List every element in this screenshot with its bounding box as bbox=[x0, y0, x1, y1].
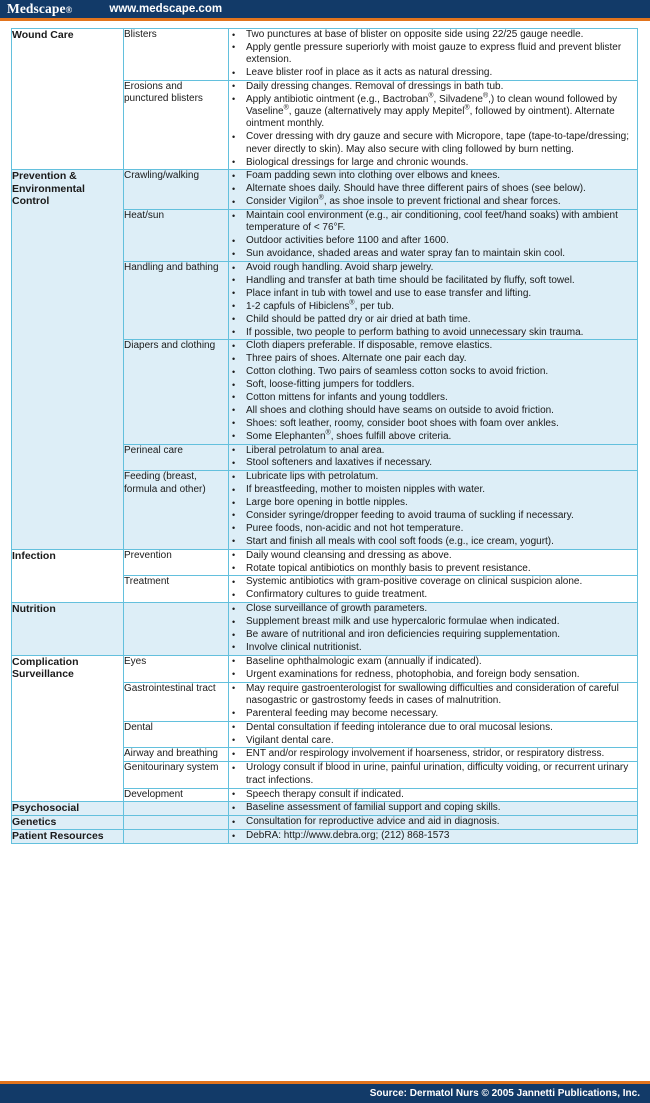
bullet-item: • Cloth diapers preferable. If disposable, remove elastics. bbox=[229, 340, 637, 352]
bullet-list bbox=[229, 29, 637, 79]
subcategory-cell: Handling and bathing bbox=[124, 262, 229, 340]
bullet-item: • If breastfeeding, mother to moisten nipples with water. bbox=[229, 484, 637, 496]
table-row bbox=[12, 29, 638, 81]
medscape-logo bbox=[0, 1, 72, 17]
bullet-item: • All shoes and clothing should have seams on outside to avoid friction. bbox=[229, 405, 637, 417]
bullet-list bbox=[229, 445, 637, 470]
bullet-list bbox=[229, 802, 637, 814]
bullet-item: • Some Elephanten®, shoes fulfill above criteria. bbox=[229, 431, 637, 443]
recommendations-cell bbox=[229, 788, 638, 802]
bullet-list bbox=[229, 550, 637, 575]
category-cell: Wound Care bbox=[12, 29, 124, 170]
bullet-item: • Parenteral feeding may become necessary. bbox=[229, 708, 637, 720]
bullet-item: • Systemic antibiotics with gram-positive coverage on clinical suspicion alone. bbox=[229, 576, 637, 588]
bullet-item: • Shoes: soft leather, roomy, consider boot shoes with foam over ankles. bbox=[229, 418, 637, 430]
subcategory-cell: Dental bbox=[124, 721, 229, 748]
brand-name: Medscape bbox=[7, 1, 66, 16]
bullet-item: • Apply antibiotic ointment (e.g., Bactroban®, Silvadene®,) to clean wound followed by Vaseline®, gauze (alternatively may apply Mepitel®, followed by ointment). Alternate ointment monthly. bbox=[229, 94, 637, 131]
bullet-item: • If possible, two people to perform bathing to avoid unnecessary skin trauma. bbox=[229, 327, 637, 339]
subcategory-cell: Airway and breathing bbox=[124, 748, 229, 762]
bullet-item: • Urology consult if blood in urine, painful urination, difficulty voiding, or recurrent urinary tract infections. bbox=[229, 762, 637, 787]
bullet-item: • Outdoor activities before 1100 and after 1600. bbox=[229, 235, 637, 247]
page-footer bbox=[0, 1081, 650, 1103]
recommendations-cell bbox=[229, 721, 638, 748]
subcategory-cell bbox=[124, 802, 229, 816]
subcategory-cell bbox=[124, 816, 229, 830]
recommendations-cell bbox=[229, 816, 638, 830]
recommendations-cell bbox=[229, 576, 638, 603]
recommendations-cell bbox=[229, 802, 638, 816]
category-cell: Patient Resources bbox=[12, 830, 124, 844]
table-row bbox=[12, 655, 638, 682]
category-cell: Complication Surveillance bbox=[12, 655, 124, 802]
recommendations-cell bbox=[229, 762, 638, 788]
bullet-item: • ENT and/or respirology involvement if hoarseness, stridor, or respiratory distress. bbox=[229, 748, 637, 760]
bullet-item: • Biological dressings for large and chronic wounds. bbox=[229, 157, 637, 169]
subcategory-cell: Heat/sun bbox=[124, 210, 229, 262]
category-cell: Infection bbox=[12, 549, 124, 603]
bullet-item: • Handling and transfer at bath time should be facilitated by fluffy, soft towel. bbox=[229, 275, 637, 287]
bullet-item: • Foam padding sewn into clothing over elbows and knees. bbox=[229, 170, 637, 182]
bullet-item: • Involve clinical nutritionist. bbox=[229, 642, 637, 654]
bullet-list bbox=[229, 816, 637, 828]
bullet-item: • Speech therapy consult if indicated. bbox=[229, 789, 637, 801]
bullet-item: • Apply gentle pressure superiorly with moist gauze to express fluid and prevent blister extension. bbox=[229, 42, 637, 67]
recommendations-cell bbox=[229, 682, 638, 721]
subcategory-cell: Crawling/walking bbox=[124, 170, 229, 210]
category-cell: Genetics bbox=[12, 816, 124, 830]
subcategory-cell: Eyes bbox=[124, 655, 229, 682]
bullet-item: • Avoid rough handling. Avoid sharp jewelry. bbox=[229, 262, 637, 274]
table-row bbox=[12, 802, 638, 816]
category-cell: Psychosocial bbox=[12, 802, 124, 816]
bullet-list bbox=[229, 762, 637, 787]
subcategory-cell: Perineal care bbox=[124, 444, 229, 471]
subcategory-cell bbox=[124, 603, 229, 656]
category-cell: Prevention & Environmental Control bbox=[12, 170, 124, 549]
bullet-list bbox=[229, 603, 637, 654]
bullet-item: • Baseline ophthalmologic exam (annually if indicated). bbox=[229, 656, 637, 668]
recommendations-cell bbox=[229, 340, 638, 444]
recommendations-cell bbox=[229, 80, 638, 169]
bullet-list bbox=[229, 340, 637, 443]
registered-mark: ® bbox=[65, 5, 73, 15]
category-cell: Nutrition bbox=[12, 603, 124, 656]
footer-bar bbox=[0, 1084, 650, 1103]
bullet-item: • Dental consultation if feeding intolerance due to oral mucosal lesions. bbox=[229, 722, 637, 734]
bullet-item: • Place infant in tub with towel and use to ease transfer and lifting. bbox=[229, 288, 637, 300]
care-guidelines-table bbox=[11, 28, 638, 844]
recommendations-cell bbox=[229, 655, 638, 682]
bullet-list bbox=[229, 830, 637, 842]
bullet-item: • Lubricate lips with petrolatum. bbox=[229, 471, 637, 483]
subcategory-cell: Treatment bbox=[124, 576, 229, 603]
bullet-item: • Confirmatory cultures to guide treatment. bbox=[229, 589, 637, 601]
bullet-item: • Supplement breast milk and use hypercaloric formulae when indicated. bbox=[229, 616, 637, 628]
recommendations-cell bbox=[229, 603, 638, 656]
subcategory-cell: Genitourinary system bbox=[124, 762, 229, 788]
bullet-list bbox=[229, 748, 637, 760]
bullet-item: • 1-2 capfuls of Hibiclens®, per tub. bbox=[229, 301, 637, 313]
recommendations-cell bbox=[229, 29, 638, 81]
bullet-item: • Be aware of nutritional and iron deficiencies requiring supplementation. bbox=[229, 629, 637, 641]
subcategory-cell: Development bbox=[124, 788, 229, 802]
table-row bbox=[12, 170, 638, 210]
bullet-item: • May require gastroenterologist for swallowing difficulties and consideration of careful nasogastric or gastrostomy feeds in cases of malnutrition. bbox=[229, 683, 637, 708]
recommendations-cell bbox=[229, 262, 638, 340]
bullet-item: • Stool softeners and laxatives if necessary. bbox=[229, 457, 637, 469]
recommendations-cell bbox=[229, 210, 638, 262]
recommendations-cell bbox=[229, 830, 638, 844]
bullet-list bbox=[229, 471, 637, 548]
bullet-item: • Large bore opening in bottle nipples. bbox=[229, 497, 637, 509]
subcategory-cell: Feeding (breast, formula and other) bbox=[124, 471, 229, 549]
bullet-list bbox=[229, 683, 637, 720]
recommendations-cell bbox=[229, 471, 638, 549]
bullet-list bbox=[229, 656, 637, 681]
bullet-list bbox=[229, 170, 637, 208]
recommendations-cell bbox=[229, 444, 638, 471]
bullet-item: • Baseline assessment of familial support and coping skills. bbox=[229, 802, 637, 814]
bullet-item: • DebRA: http://www.debra.org; (212) 868-1573 bbox=[229, 830, 637, 842]
bullet-list bbox=[229, 81, 637, 169]
bullet-item: • Daily dressing changes. Removal of dressings in bath tub. bbox=[229, 81, 637, 93]
subcategory-cell: Prevention bbox=[124, 549, 229, 576]
recommendations-cell bbox=[229, 549, 638, 576]
bullet-item: • Maintain cool environment (e.g., air conditioning, cool feet/hand soaks) with ambient temperature of < 76°F. bbox=[229, 210, 637, 235]
bullet-list bbox=[229, 210, 637, 260]
bullet-item: • Consider syringe/dropper feeding to avoid trauma of suckling if necessary. bbox=[229, 510, 637, 522]
bullet-item: • Vigilant dental care. bbox=[229, 735, 637, 747]
subcategory-cell: Blisters bbox=[124, 29, 229, 81]
bullet-item: • Urgent examinations for redness, photophobia, and foreign body sensation. bbox=[229, 669, 637, 681]
bullet-item: • Cotton mittens for infants and young toddlers. bbox=[229, 392, 637, 404]
bullet-list bbox=[229, 789, 637, 801]
bullet-item: • Rotate topical antibiotics on monthly basis to prevent resistance. bbox=[229, 563, 637, 575]
recommendations-cell bbox=[229, 748, 638, 762]
table-row bbox=[12, 549, 638, 576]
bullet-item: • Consultation for reproductive advice and aid in diagnosis. bbox=[229, 816, 637, 828]
bullet-item: • Cover dressing with dry gauze and secure with Micropore, tape (tape-to-tape/dressing; never directly to skin). May also secure with cling followed by burn netting. bbox=[229, 131, 637, 156]
table-row bbox=[12, 816, 638, 830]
bullet-item: • Start and finish all meals with cool soft foods (e.g., ice cream, yogurt). bbox=[229, 536, 637, 548]
bullet-item: • Soft, loose-fitting jumpers for toddlers. bbox=[229, 379, 637, 391]
bullet-item: • Three pairs of shoes. Alternate one pair each day. bbox=[229, 353, 637, 365]
source-citation: Source: Dermatol Nurs © 2005 Jannetti Publications, Inc. bbox=[369, 1088, 640, 1099]
bullet-list bbox=[229, 722, 637, 747]
bullet-item: • Leave blister roof in place as it acts as natural dressing. bbox=[229, 67, 637, 79]
site-url: www.medscape.com bbox=[109, 3, 223, 15]
table-row bbox=[12, 603, 638, 656]
bullet-list bbox=[229, 262, 637, 339]
subcategory-cell: Erosions and punctured blisters bbox=[124, 80, 229, 169]
bullet-item: • Puree foods, non-acidic and not hot temperature. bbox=[229, 523, 637, 535]
bullet-item: • Consider Vigilon®, as shoe insole to prevent frictional and shear forces. bbox=[229, 196, 637, 208]
bullet-item: • Cotton clothing. Two pairs of seamless cotton socks to avoid friction. bbox=[229, 366, 637, 378]
bullet-item: • Daily wound cleansing and dressing as above. bbox=[229, 550, 637, 562]
bullet-item: • Alternate shoes daily. Should have three different pairs of shoes (see below). bbox=[229, 183, 637, 195]
site-masthead bbox=[0, 0, 650, 18]
recommendations-cell bbox=[229, 170, 638, 210]
bullet-item: • Sun avoidance, shaded areas and water spray fan to maintain skin cool. bbox=[229, 248, 637, 260]
subcategory-cell bbox=[124, 830, 229, 844]
table-container bbox=[0, 21, 650, 844]
bullet-item: • Close surveillance of growth parameters. bbox=[229, 603, 637, 615]
bullet-item: • Liberal petrolatum to anal area. bbox=[229, 445, 637, 457]
subcategory-cell: Gastrointestinal tract bbox=[124, 682, 229, 721]
bullet-item: • Child should be patted dry or air dried at bath time. bbox=[229, 314, 637, 326]
bullet-list bbox=[229, 576, 637, 601]
table-row bbox=[12, 830, 638, 844]
bullet-item: • Two punctures at base of blister on opposite side using 22/25 gauge needle. bbox=[229, 29, 637, 41]
subcategory-cell: Diapers and clothing bbox=[124, 340, 229, 444]
